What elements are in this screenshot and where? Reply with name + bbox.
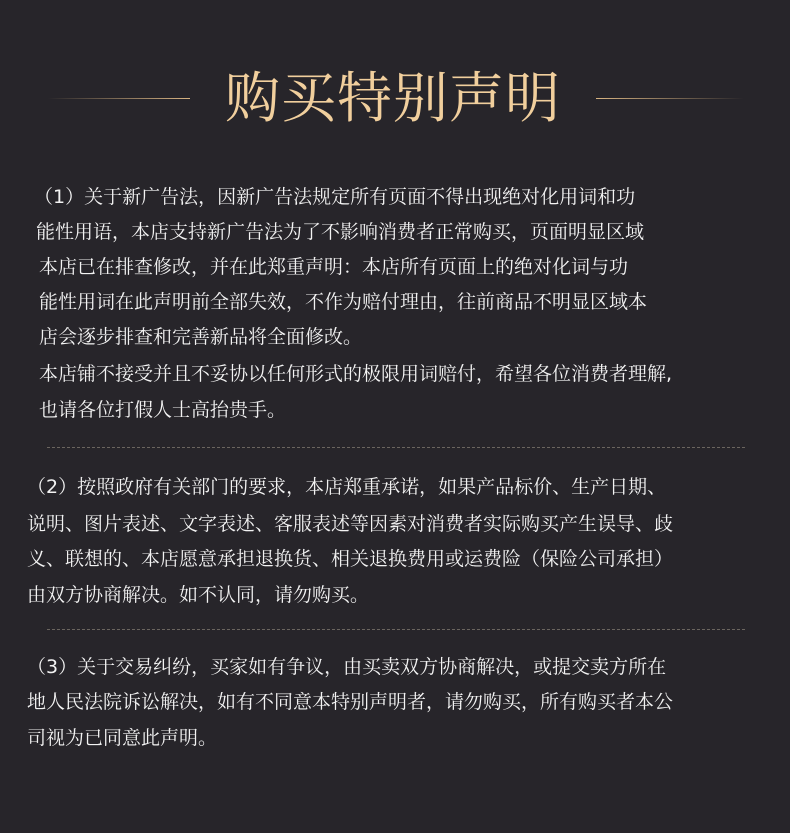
section-divider-1: [47, 447, 745, 448]
section-divider-2: [47, 629, 745, 630]
section-1-line-1: （1）关于新广告法，因新广告法规定所有页面不得出现绝对化用词和功: [34, 186, 636, 208]
section-2-line-3: 义、联想的、本店愿意承担退换货、相关退换费用或运费险（保险公司承担）: [27, 548, 674, 570]
section-1-line-3: 本店已在排查修改，并在此郑重声明：本店所有页面上的绝对化词与功: [39, 256, 629, 278]
section-2-line-4: 由双方协商解决。如不认同，请勿购买。: [27, 584, 370, 606]
section-1-line-2: 能性用语，本店支持新广告法为了不影响消费者正常购买，页面明显区域: [36, 221, 645, 243]
section-1-line-4: 能性用词在此声明前全部失效，不作为赔付理由，往前商品不明显区域本: [39, 291, 648, 313]
title-divider-left: [48, 98, 190, 99]
section-3-line-2: 地人民法院诉讼解决，如有不同意本特别声明者，请勿购买，所有购买者本公: [27, 691, 674, 713]
section-3-line-1: （3）关于交易纠纷，买家如有争议，由买卖双方协商解决，或提交卖方所在: [27, 656, 667, 678]
section-1-line-6: 本店铺不接受并且不妥协以任何形式的极限用词赔付，希望各位消费者理解,: [39, 363, 673, 385]
section-2-line-1: （2）按照政府有关部门的要求，本店郑重承诺，如果产品标价、生产日期、: [27, 476, 667, 498]
section-2-line-2: 说明、图片表述、文字表述、客服表述等因素对消费者实际购买产生误导、歧: [27, 513, 674, 535]
section-3-line-3: 司视为已同意此声明。: [27, 727, 218, 749]
section-1-line-7: 也请各位打假人士高抬贵手。: [39, 399, 287, 421]
section-1-line-5: 店会逐步排查和完善新品将全面修改。: [39, 326, 363, 348]
title-divider-right: [596, 98, 744, 99]
page-title: 购买特别声明: [224, 66, 561, 130]
title-row: [0, 58, 790, 138]
